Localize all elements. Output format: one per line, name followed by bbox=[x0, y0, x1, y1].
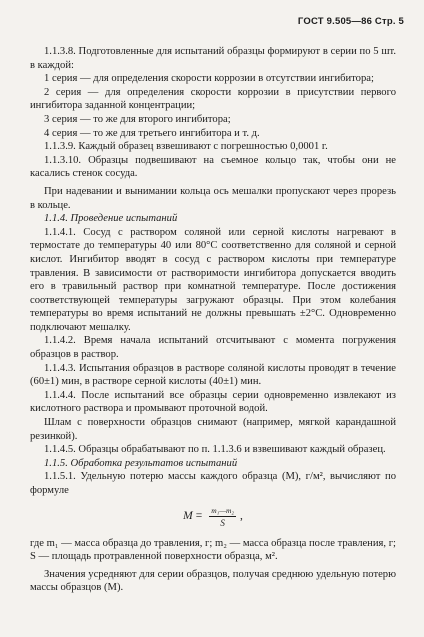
formula-lhs: M bbox=[183, 509, 193, 522]
paragraph: 1.1.5.1. Удельную потерю массы каждого образца (M), г/м², вычисляют по формуле bbox=[30, 471, 396, 496]
formula-tail: , bbox=[239, 509, 243, 522]
paragraph: где m₁ — масса образца до травления, г; m₂ — масса образца после травления, г; S — площадь протравленной поверхности образца, м². bbox=[30, 537, 396, 563]
paragraph: При надевании и вынимании кольца ось мешалки пропускают через прорезь в кольце. bbox=[30, 185, 396, 211]
page-header: ГОСТ 9.505—86 Стр. 5 bbox=[297, 16, 404, 27]
document-body bbox=[30, 45, 396, 595]
paragraph: 1.1.4.4. После испытаний все образцы серии одновременно извлекают из кислотного раствора и промывают проточной водой. bbox=[30, 389, 396, 415]
paragraph: 1.1.3.10. Образцы подвешивают на съемное кольцо так, чтобы они не касались стенок сосуда. bbox=[30, 154, 396, 180]
paragraph: 2 серия — для определения скорости коррозии в присутствии первого ингибитора заданной концентрации; bbox=[30, 86, 396, 112]
paragraph: 1.1.4.2. Время начала испытаний отсчитывают с момента погружения образцов в раствор. bbox=[30, 335, 396, 361]
paragraph: 4 серия — то же для третьего ингибитора и т. д. bbox=[44, 127, 260, 139]
paragraph: 3 серия — то же для второго ингибитора; bbox=[44, 113, 231, 125]
paragraph: Значения усредняют для серии образцов, получая среднюю удельную потерю массы образцов (M). bbox=[30, 568, 396, 594]
paragraph: 1 серия — для определения скорости коррозии в отсутствии ингибитора; bbox=[44, 73, 374, 85]
section-heading: 1.1.5. Обработка результатов испытаний bbox=[44, 457, 238, 469]
formula bbox=[30, 506, 396, 528]
section-heading: 1.1.4. Проведение испытаний bbox=[44, 213, 178, 225]
formula-denominator: S bbox=[220, 517, 225, 528]
formula-fraction bbox=[209, 506, 236, 528]
paragraph: Шлам с поверхности образцов снимают (например, мягкой карандашной резинкой). bbox=[30, 417, 396, 442]
paragraph: 1.1.4.3. Испытания образцов в растворе соляной кислоты проводят в течение (60±1) мин, в растворе серной кислоты (40±1) мин. bbox=[30, 362, 396, 388]
paragraph: 1.1.3.9. Каждый образец взвешивают с погрешностью 0,0001 г. bbox=[44, 141, 328, 153]
formula-numerator: m₁—m₂ bbox=[211, 505, 234, 515]
paragraph: 1.1.4.5. Образцы обрабатывают по п. 1.1.3.6 и взвешивают каждый образец. bbox=[44, 444, 386, 456]
formula-equals: = bbox=[195, 509, 203, 522]
paragraph: 1.1.3.8. Подготовленные для испытаний образцы формируют в серии по 5 шт. в каждой: bbox=[30, 46, 396, 71]
paragraph: 1.1.4.1. Сосуд с раствором соляной или серной кислоты нагревают в термостате до температуры 40 или 80°С соответственно для соляной и серной кислот. Ингибитор вводят в сосуд с раствором кислоты при температуре травления. В зависимости от растворимости ингибитора допускается вводить его в травильный раствор при комнатной температуре. После достижения соответствующей температуры загружают образцы. При этом колебания температуры во время испытаний не должны превышать ±2°С. Одновременно подключают мешалку. bbox=[30, 226, 396, 333]
